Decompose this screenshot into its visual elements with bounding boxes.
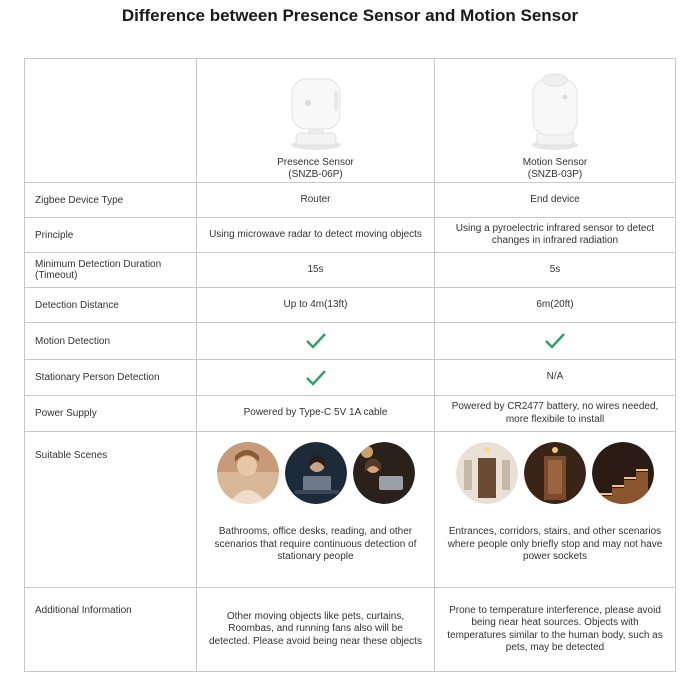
row-label: Minimum Detection Duration (Timeout)	[25, 253, 197, 288]
presence-sensor-device-image	[286, 75, 346, 151]
row-label: Zigbee Device Type	[25, 183, 197, 218]
motion-sensor-device-image	[525, 71, 585, 151]
page-title: Difference between Presence Sensor and Motion Sensor	[121, 6, 579, 25]
presence-value	[197, 432, 435, 588]
presence-value: 15s	[197, 253, 435, 288]
row-label: Stationary Person Detection	[25, 360, 197, 396]
comparison-table	[24, 58, 676, 672]
motion-scenes-text: Entrances, corridors, stairs, and other scenarios where people only briefly stop and may not have power sockets	[447, 526, 663, 562]
presence-value: Router	[197, 183, 435, 218]
motion-scene-images	[445, 442, 665, 504]
checkmark-icon	[544, 332, 566, 350]
table-row	[25, 360, 676, 396]
empty-header-cell	[25, 59, 197, 183]
checkmark-icon	[305, 332, 327, 350]
table-row	[25, 396, 676, 432]
motion-value	[435, 323, 676, 360]
row-label: Additional Information	[25, 588, 197, 672]
reading-scene-image	[353, 442, 415, 504]
table-row	[25, 218, 676, 253]
bathroom-scene-image	[217, 442, 279, 504]
corridor-scene-image	[524, 442, 586, 504]
row-label: Detection Distance	[25, 288, 197, 323]
row-label: Suitable Scenes	[25, 432, 197, 588]
stairs-scene-image	[592, 442, 654, 504]
presence-value	[197, 360, 435, 396]
motion-value: Prone to temperature interference, please avoid being near heat sources. Objects with temperatures similar to the human body, such as pets, may be detected	[435, 588, 676, 672]
table-row	[25, 588, 676, 672]
motion-value: Powered by CR2477 battery, no wires needed, more flexibile to install	[435, 396, 676, 432]
presence-scene-images	[207, 442, 424, 504]
presence-scenes-text: Bathrooms, office desks, reading, and other scenarios that require continuous detection of stationary people	[214, 526, 417, 562]
entrance-scene-image	[456, 442, 518, 504]
motion-value: 6m(20ft)	[435, 288, 676, 323]
row-label: Motion Detection	[25, 323, 197, 360]
motion-value: 5s	[435, 253, 676, 288]
table-row	[25, 432, 676, 588]
presence-value	[197, 323, 435, 360]
motion-value: Using a pyroelectric infrared sensor to detect changes in infrared radiation	[435, 218, 676, 253]
table-row	[25, 288, 676, 323]
table-row	[25, 253, 676, 288]
presence-value: Up to 4m(13ft)	[197, 288, 435, 323]
presence-value: Other moving objects like pets, curtains, Roombas, and running fans also will be detected. Please avoid being near these objects	[197, 588, 435, 672]
checkmark-icon	[305, 369, 327, 387]
presence-value: Using microwave radar to detect moving objects	[197, 218, 435, 253]
motion-value: End device	[435, 183, 676, 218]
product-header-row	[25, 59, 676, 183]
presence-sensor-header	[197, 59, 435, 183]
motion-value: N/A	[435, 360, 676, 396]
table-row	[25, 183, 676, 218]
motion-sensor-model: (SNZB-03P)	[527, 169, 583, 180]
row-label: Power Supply	[25, 396, 197, 432]
row-label: Principle	[25, 218, 197, 253]
presence-value: Powered by Type-C 5V 1A cable	[197, 396, 435, 432]
table-row	[25, 323, 676, 360]
presence-sensor-name: Presence Sensor	[277, 156, 354, 168]
presence-sensor-model: (SNZB-06P)	[288, 169, 343, 180]
motion-sensor-name: Motion Sensor	[522, 156, 588, 168]
motion-sensor-header	[435, 59, 676, 183]
motion-value	[435, 432, 676, 588]
office-desk-scene-image	[285, 442, 347, 504]
